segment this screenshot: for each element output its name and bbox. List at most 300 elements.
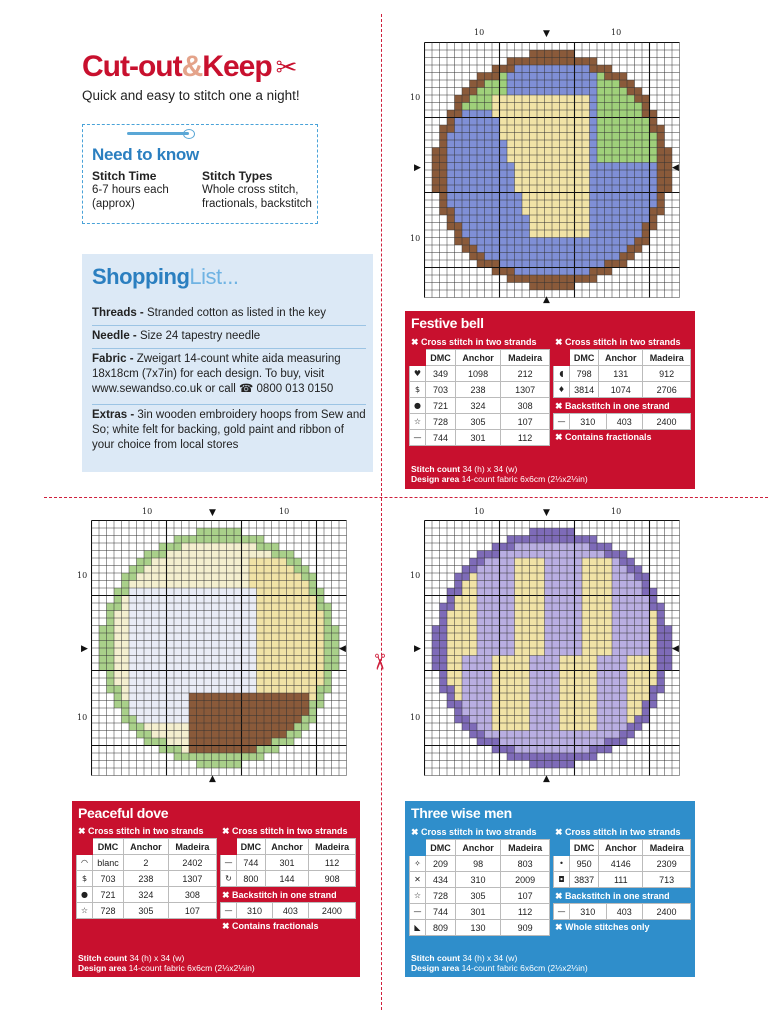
stitch-cell bbox=[657, 185, 665, 193]
backstitch-table bbox=[553, 413, 691, 430]
stitch-cell bbox=[507, 118, 515, 126]
stitch-cell bbox=[455, 200, 463, 208]
stitch-cell bbox=[650, 693, 658, 701]
stitch-cell bbox=[635, 716, 643, 724]
stitch-cell bbox=[620, 200, 628, 208]
stitch-cell bbox=[144, 603, 152, 611]
stitch-cell bbox=[620, 603, 628, 611]
stitch-cell bbox=[620, 708, 628, 716]
stitch-cell bbox=[605, 618, 613, 626]
stitch-cell bbox=[545, 253, 553, 261]
stitch-cell bbox=[620, 588, 628, 596]
stitch-cell bbox=[620, 103, 628, 111]
stitch-cell bbox=[219, 558, 227, 566]
stitch-cell bbox=[612, 253, 620, 261]
stitch-cell bbox=[309, 633, 317, 641]
stitch-cell bbox=[197, 558, 205, 566]
stitch-cell bbox=[537, 731, 545, 739]
stitch-cell bbox=[462, 573, 470, 581]
stitch-cell bbox=[219, 588, 227, 596]
stitch-cell bbox=[302, 708, 310, 716]
stitch-cell bbox=[537, 648, 545, 656]
stitch-cell bbox=[234, 656, 242, 664]
stitch-cell bbox=[627, 663, 635, 671]
stitch-cell bbox=[620, 253, 628, 261]
stitch-cell bbox=[537, 283, 545, 291]
stitch-cell bbox=[317, 656, 325, 664]
stitch-cell bbox=[492, 663, 500, 671]
stitch-cell bbox=[642, 701, 650, 709]
stitch-cell bbox=[627, 723, 635, 731]
stitch-cell bbox=[590, 603, 598, 611]
stitch-cell bbox=[500, 701, 508, 709]
stitch-cell bbox=[440, 193, 448, 201]
stitch-cell bbox=[560, 641, 568, 649]
stitch-cell bbox=[620, 170, 628, 178]
symbol: ↻ bbox=[221, 871, 237, 887]
stitch-cell bbox=[234, 588, 242, 596]
stitch-cell bbox=[590, 155, 598, 163]
stitch-cell bbox=[612, 223, 620, 231]
stitch-cell bbox=[264, 648, 272, 656]
stitch-cell bbox=[635, 723, 643, 731]
stitch-cell bbox=[605, 573, 613, 581]
stitch-cell bbox=[279, 656, 287, 664]
shopping-title-bold: Shopping bbox=[92, 264, 190, 289]
stitch-cell bbox=[650, 185, 658, 193]
stitch-cell bbox=[567, 65, 575, 73]
stitch-cell bbox=[507, 626, 515, 634]
dmc-value: 728 bbox=[93, 903, 124, 919]
stitch-cell bbox=[189, 693, 197, 701]
stitch-cell bbox=[500, 611, 508, 619]
stitch-cell bbox=[545, 753, 553, 761]
stitch-cell bbox=[552, 693, 560, 701]
stitch-cell bbox=[665, 663, 673, 671]
threads-label: Threads - bbox=[92, 307, 144, 319]
madeira-value: 908 bbox=[309, 871, 356, 887]
dmc-value: 744 bbox=[237, 855, 266, 871]
stitch-cell bbox=[567, 88, 575, 96]
dmc-value: 703 bbox=[93, 871, 124, 887]
center-arrow-icon: ▶ bbox=[414, 163, 421, 173]
stitch-cell bbox=[219, 656, 227, 664]
stitch-cell bbox=[657, 148, 665, 156]
stitch-cell bbox=[515, 133, 523, 141]
stitch-cell bbox=[462, 618, 470, 626]
stitch-cell bbox=[545, 656, 553, 664]
stitch-cell bbox=[470, 110, 478, 118]
stitch-cell bbox=[234, 528, 242, 536]
stitch-cell bbox=[174, 551, 182, 559]
stitch-cell bbox=[129, 618, 137, 626]
stitch-cell bbox=[492, 551, 500, 559]
stitch-cell bbox=[204, 551, 212, 559]
stitch-cell bbox=[477, 603, 485, 611]
stitch-cell bbox=[477, 193, 485, 201]
stitch-cell bbox=[144, 671, 152, 679]
stitch-cell bbox=[167, 633, 175, 641]
stitch-cell bbox=[620, 611, 628, 619]
stitch-cell bbox=[567, 170, 575, 178]
stitch-cell bbox=[522, 611, 530, 619]
stitch-cell bbox=[249, 626, 257, 634]
stitch-cell bbox=[219, 626, 227, 634]
stitch-cell bbox=[470, 238, 478, 246]
stitch-cell bbox=[144, 738, 152, 746]
stitch-cell bbox=[167, 723, 175, 731]
stitch-cell bbox=[219, 678, 227, 686]
stitch-cell bbox=[462, 238, 470, 246]
stitch-cell bbox=[515, 738, 523, 746]
stitch-cell bbox=[137, 723, 145, 731]
stitch-cell bbox=[485, 716, 493, 724]
stitch-cell bbox=[455, 163, 463, 171]
stitch-cell bbox=[249, 603, 257, 611]
stitch-cell bbox=[492, 716, 500, 724]
stitch-cell bbox=[590, 125, 598, 133]
stitch-cell bbox=[530, 603, 538, 611]
stitch-cell bbox=[627, 118, 635, 126]
stitch-cell bbox=[515, 185, 523, 193]
stitch-cell bbox=[627, 230, 635, 238]
stitch-cell bbox=[477, 566, 485, 574]
stitch-cell bbox=[294, 558, 302, 566]
divider bbox=[92, 325, 366, 326]
stitch-cell bbox=[477, 588, 485, 596]
stitch-cell bbox=[309, 716, 317, 724]
stitch-cell bbox=[264, 596, 272, 604]
stitch-cell bbox=[174, 731, 182, 739]
stitch-cell bbox=[500, 178, 508, 186]
stitch-cell bbox=[279, 678, 287, 686]
stitch-cell bbox=[272, 596, 280, 604]
stitch-cell bbox=[552, 738, 560, 746]
stitch-cell bbox=[287, 693, 295, 701]
stitch-cell bbox=[227, 573, 235, 581]
stitch-cell bbox=[530, 551, 538, 559]
stitch-cell bbox=[582, 626, 590, 634]
stitch-cell bbox=[575, 671, 583, 679]
stitch-cell bbox=[575, 58, 583, 66]
stitch-cell bbox=[597, 678, 605, 686]
stitch-cell bbox=[612, 238, 620, 246]
stitch-cell bbox=[189, 656, 197, 664]
stitch-count-value: 34 (h) x 34 (w) bbox=[462, 953, 518, 963]
stitch-cell bbox=[462, 125, 470, 133]
design-area bbox=[78, 963, 255, 973]
stitch-cell bbox=[552, 603, 560, 611]
stitch-cell bbox=[204, 663, 212, 671]
stitch-cell bbox=[485, 573, 493, 581]
madeira-value: 1307 bbox=[501, 382, 550, 398]
stitch-cell bbox=[212, 678, 220, 686]
stitch-cell bbox=[137, 686, 145, 694]
stitch-cell bbox=[470, 103, 478, 111]
stitch-cell bbox=[317, 701, 325, 709]
stitch-cell bbox=[582, 185, 590, 193]
stitch-cell bbox=[537, 223, 545, 231]
stitch-cell bbox=[575, 223, 583, 231]
stitch-cell bbox=[612, 663, 620, 671]
stitch-cell bbox=[507, 170, 515, 178]
stitch-cell bbox=[635, 596, 643, 604]
stitch-cell bbox=[182, 551, 190, 559]
stitch-cell bbox=[657, 155, 665, 163]
stitch-cell bbox=[620, 95, 628, 103]
stitch-cell bbox=[605, 148, 613, 156]
stitch-cell bbox=[324, 686, 332, 694]
stitch-cell bbox=[575, 731, 583, 739]
stitch-cell bbox=[137, 701, 145, 709]
stitch-cell bbox=[234, 633, 242, 641]
stitch-count-label: Stitch count bbox=[411, 953, 461, 963]
stitch-cell bbox=[552, 573, 560, 581]
stitch-cell bbox=[492, 133, 500, 141]
stitch-cell bbox=[182, 648, 190, 656]
stitch-cell bbox=[447, 678, 455, 686]
stitch-cell bbox=[332, 648, 340, 656]
stitch-cell bbox=[575, 648, 583, 656]
stitch-cell bbox=[515, 245, 523, 253]
stitch-cell bbox=[455, 693, 463, 701]
stitch-cell bbox=[204, 738, 212, 746]
stitch-cell bbox=[627, 80, 635, 88]
stitch-cell bbox=[470, 140, 478, 148]
stitch-cell bbox=[522, 155, 530, 163]
stitch-cell bbox=[485, 611, 493, 619]
stitch-cell bbox=[477, 701, 485, 709]
stitch-cell bbox=[605, 611, 613, 619]
stitch-cell bbox=[227, 581, 235, 589]
stitch-cell bbox=[507, 536, 515, 544]
stitch-cell bbox=[182, 573, 190, 581]
stitch-cell bbox=[137, 671, 145, 679]
stitch-cell bbox=[642, 573, 650, 581]
stitch-cell bbox=[219, 761, 227, 769]
stitch-cell bbox=[507, 641, 515, 649]
stitch-cell bbox=[522, 708, 530, 716]
stitch-cell bbox=[137, 603, 145, 611]
stitch-cell bbox=[470, 723, 478, 731]
stitch-cell bbox=[219, 581, 227, 589]
stitch-cell bbox=[590, 245, 598, 253]
stitch-cell bbox=[612, 558, 620, 566]
stitch-cell bbox=[279, 716, 287, 724]
stitch-cell bbox=[650, 178, 658, 186]
stitch-cell bbox=[212, 723, 220, 731]
stitch-cell bbox=[612, 148, 620, 156]
stitch-cell bbox=[597, 663, 605, 671]
stitch-cell bbox=[545, 170, 553, 178]
thread-table-right bbox=[220, 838, 356, 887]
col-madeira: Madeira bbox=[643, 350, 691, 366]
stitch-cell bbox=[500, 596, 508, 604]
stitch-cell bbox=[575, 596, 583, 604]
stitch-cell bbox=[447, 193, 455, 201]
stitch-cell bbox=[197, 618, 205, 626]
stitch-cell bbox=[122, 573, 130, 581]
stitch-cell bbox=[627, 185, 635, 193]
stitch-cell bbox=[575, 125, 583, 133]
stitch-cell bbox=[309, 611, 317, 619]
stitch-cell bbox=[515, 155, 523, 163]
stitch-cell bbox=[432, 148, 440, 156]
stitch-cell bbox=[492, 103, 500, 111]
stitch-cell bbox=[590, 588, 598, 596]
stitch-cell bbox=[500, 641, 508, 649]
stitch-cell bbox=[530, 746, 538, 754]
stitch-cell bbox=[294, 588, 302, 596]
stitch-cell bbox=[189, 746, 197, 754]
madeira-value: 713 bbox=[643, 872, 691, 888]
stitch-cell bbox=[324, 611, 332, 619]
stitch-cell bbox=[174, 581, 182, 589]
stitch-cell bbox=[152, 573, 160, 581]
stitch-cell bbox=[500, 731, 508, 739]
stitch-cell bbox=[567, 253, 575, 261]
stitch-cell bbox=[522, 663, 530, 671]
stitch-cell bbox=[552, 671, 560, 679]
stitch-cell bbox=[590, 633, 598, 641]
stitch-cell bbox=[272, 701, 280, 709]
stitch-cell bbox=[590, 110, 598, 118]
stitch-cell bbox=[537, 148, 545, 156]
stitch-cell bbox=[249, 686, 257, 694]
stitch-cell bbox=[582, 73, 590, 81]
stitch-cell bbox=[470, 163, 478, 171]
stitch-cell bbox=[650, 118, 658, 126]
stitch-cell bbox=[144, 573, 152, 581]
stitch-cell bbox=[152, 708, 160, 716]
stitch-cell bbox=[462, 566, 470, 574]
stitch-cell bbox=[477, 208, 485, 216]
stitch-cell bbox=[530, 215, 538, 223]
stitch-cell bbox=[144, 581, 152, 589]
stitch-cell bbox=[537, 65, 545, 73]
stitch-cell bbox=[152, 731, 160, 739]
stitch-cell bbox=[485, 155, 493, 163]
stitch-cell bbox=[167, 596, 175, 604]
stitch-cell bbox=[485, 245, 493, 253]
stitch-cell bbox=[500, 551, 508, 559]
stitch-cell bbox=[530, 731, 538, 739]
stitch-cell bbox=[620, 551, 628, 559]
stitch-cell bbox=[302, 618, 310, 626]
thread-row bbox=[554, 904, 691, 920]
stitch-cell bbox=[620, 641, 628, 649]
stitch-cell bbox=[560, 193, 568, 201]
stitch-cell bbox=[492, 245, 500, 253]
stitch-cell bbox=[272, 738, 280, 746]
stitch-cell bbox=[530, 245, 538, 253]
stitch-cell bbox=[492, 163, 500, 171]
stitch-cell bbox=[635, 103, 643, 111]
stitch-cell bbox=[204, 588, 212, 596]
stitch-cell bbox=[182, 581, 190, 589]
stitch-cell bbox=[152, 716, 160, 724]
stitch-cell bbox=[500, 200, 508, 208]
stitch-cell bbox=[567, 95, 575, 103]
stitch-cell bbox=[605, 238, 613, 246]
stitch-cell bbox=[620, 193, 628, 201]
stitch-cell bbox=[612, 245, 620, 253]
stitch-cell bbox=[537, 686, 545, 694]
stitch-cell bbox=[605, 185, 613, 193]
stitch-cell bbox=[447, 686, 455, 694]
stitch-cell bbox=[264, 566, 272, 574]
stitch-cell bbox=[114, 603, 122, 611]
stitch-cell bbox=[590, 663, 598, 671]
stitch-cell bbox=[279, 693, 287, 701]
stitch-cell bbox=[612, 110, 620, 118]
stitch-cell bbox=[234, 573, 242, 581]
stitch-cell bbox=[635, 223, 643, 231]
stitch-cell bbox=[620, 626, 628, 634]
stitch-cell bbox=[575, 245, 583, 253]
stitch-cell bbox=[650, 155, 658, 163]
stitch-cell bbox=[590, 260, 598, 268]
stitch-cell bbox=[590, 148, 598, 156]
stitch-cell bbox=[597, 618, 605, 626]
stitch-cell bbox=[309, 648, 317, 656]
stitch-cell bbox=[477, 731, 485, 739]
stitch-cell bbox=[500, 65, 508, 73]
thread-row bbox=[77, 887, 217, 903]
stitch-cell bbox=[455, 110, 463, 118]
stitch-cell bbox=[477, 148, 485, 156]
stitch-cell bbox=[234, 686, 242, 694]
stitch-cell bbox=[249, 566, 257, 574]
stitch-cell bbox=[234, 678, 242, 686]
stitch-cell bbox=[552, 185, 560, 193]
stitch-cell bbox=[440, 133, 448, 141]
stitch-cell bbox=[492, 738, 500, 746]
brand-title bbox=[82, 50, 296, 84]
stitch-cell bbox=[560, 566, 568, 574]
stitch-cell bbox=[317, 603, 325, 611]
stitch-cell bbox=[279, 626, 287, 634]
stitch-cell bbox=[612, 581, 620, 589]
stitch-cell bbox=[242, 701, 250, 709]
stitch-cell bbox=[665, 170, 673, 178]
stitch-cell bbox=[500, 193, 508, 201]
stitch-cell bbox=[627, 641, 635, 649]
cross-stitch-header: ✖ Cross stitch in two strands bbox=[555, 337, 681, 347]
design-area-value: 14-count fabric 6x6cm (2⅓x2⅓in) bbox=[128, 963, 255, 973]
stitch-cell bbox=[567, 551, 575, 559]
thread-row bbox=[221, 855, 356, 871]
stitch-cell bbox=[204, 708, 212, 716]
stitch-cell bbox=[612, 551, 620, 559]
stitch-cell bbox=[537, 656, 545, 664]
stitch-cell bbox=[590, 80, 598, 88]
stitch-cell bbox=[545, 148, 553, 156]
stitch-cell bbox=[287, 641, 295, 649]
stitch-cell bbox=[485, 551, 493, 559]
stitch-cell bbox=[620, 238, 628, 246]
stitch-cell bbox=[582, 275, 590, 283]
stitch-cell bbox=[620, 573, 628, 581]
stitch-cell bbox=[294, 693, 302, 701]
stitch-cell bbox=[605, 73, 613, 81]
stitch-cell bbox=[530, 95, 538, 103]
stitch-cell bbox=[545, 551, 553, 559]
stitch-cell bbox=[545, 603, 553, 611]
stitch-cell bbox=[515, 753, 523, 761]
madeira-value: 112 bbox=[501, 904, 550, 920]
stitch-cell bbox=[167, 678, 175, 686]
